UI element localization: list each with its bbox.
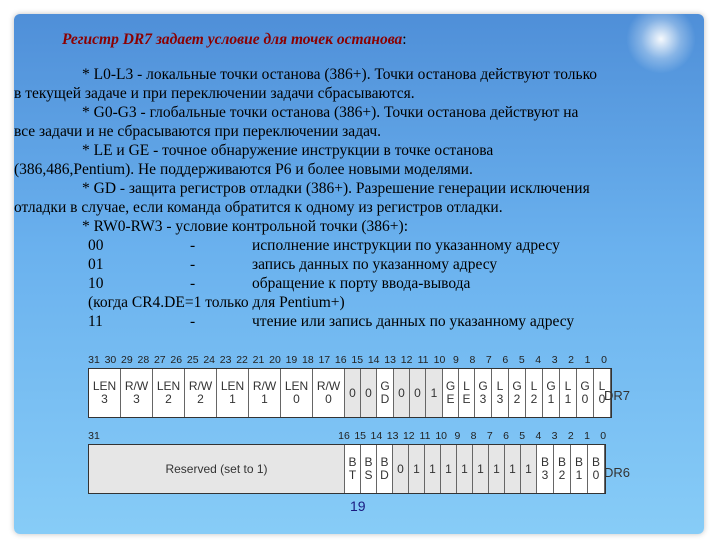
dr7-bit-number: 29 — [121, 354, 133, 366]
dr7-bit-number: 25 — [186, 354, 199, 366]
paragraph-first-line: * RW0-RW3 - условие контрольной точки (386+): — [82, 218, 409, 235]
dr7-field: G 3 — [475, 369, 492, 417]
dr7-field: L 2 — [526, 369, 543, 417]
dr6-bit-number: 5 — [519, 430, 526, 442]
dr7-fields — [88, 368, 612, 418]
dr7-bit-number: 28 — [137, 354, 150, 366]
rw-note: (когда CR4.DE=1 только для Pentium+) — [88, 294, 345, 311]
paragraph-rw — [14, 217, 692, 236]
dr6-field: B 2 — [554, 445, 571, 493]
dr7-bit-number: 15 — [351, 354, 364, 366]
dr6-bit-number: 6 — [503, 430, 509, 442]
dr6-bit-number: 9 — [454, 430, 461, 442]
dr7-bit-number: 22 — [236, 354, 248, 366]
rw-code: 11 — [88, 313, 103, 330]
rw-code: 10 — [88, 275, 104, 292]
dr6-label: DR6 — [604, 465, 631, 480]
dr6-register — [88, 430, 607, 494]
dr6-bit-number: 16 — [338, 430, 350, 442]
dr6-field: 1 — [505, 445, 521, 493]
dr6-field: 1 — [521, 445, 537, 493]
dr6-field: 0 — [393, 445, 409, 493]
dr6-field: B 1 — [571, 445, 588, 493]
dr7-bit-number: 24 — [203, 354, 215, 366]
rw-item — [14, 312, 692, 331]
dr7-field: L 0 — [594, 369, 611, 417]
rw-desc: запись данных по указанному адресу — [252, 256, 498, 273]
dr7-field: L E — [459, 369, 475, 417]
dr7-register — [88, 354, 607, 418]
dr6-bit-number: 4 — [535, 430, 542, 442]
dr6-bit-number: 2 — [567, 430, 574, 442]
dr7-field: 0 — [394, 369, 410, 417]
dr7-bit-number: 17 — [318, 354, 331, 366]
dr7-field: R/W 2 — [185, 369, 217, 417]
rw-dash: - — [190, 275, 196, 292]
dr7-field: G D — [377, 369, 394, 417]
dr6-field: 1 — [409, 445, 425, 493]
dr6-bit-number: 7 — [486, 430, 493, 442]
dr7-bit-number: 6 — [502, 354, 509, 366]
dr6-field: B S — [361, 445, 377, 493]
dr7-bit-number: 20 — [269, 354, 281, 366]
rw-item — [14, 236, 692, 255]
dr7-bit-number: 4 — [535, 354, 542, 366]
dr7-field: 0 — [361, 369, 377, 417]
rw-dash: - — [190, 237, 196, 254]
dr6-bit-number: 31 — [88, 430, 100, 442]
dr6-field: B 3 — [537, 445, 554, 493]
dr7-bit-number: 8 — [469, 354, 476, 366]
dr7-field: G 0 — [577, 369, 594, 417]
dr7-field: LEN 2 — [153, 369, 185, 417]
dr7-bit-number: 14 — [367, 354, 380, 366]
paragraph-rest: все задачи и не сбрасываются при переключении задач. — [14, 123, 382, 140]
dr7-bit-number: 7 — [485, 354, 492, 366]
dr6-bit-number: 3 — [551, 430, 558, 442]
dr6-bit-number: 15 — [354, 430, 367, 442]
dr7-bit-number: 18 — [302, 354, 314, 366]
dr6-bit-number: 11 — [419, 430, 431, 442]
rw-code: 01 — [88, 256, 104, 273]
paragraph-first-line: * GD - защита регистров отладки (386+). Разрешение генерации исключения — [82, 180, 590, 197]
dr7-field: G 2 — [509, 369, 526, 417]
paragraph-l0-l3 — [14, 65, 692, 103]
rw-dash: - — [190, 256, 196, 273]
slide-title — [14, 30, 692, 49]
dr7-bit-number: 23 — [219, 354, 232, 366]
dr7-bit-number: 10 — [433, 354, 446, 366]
title-strong: Регистр DR7 задает условие для точек останова — [62, 31, 403, 48]
dr7-bit-number: 5 — [518, 354, 525, 366]
dr7-field: LEN 3 — [89, 369, 121, 417]
dr7-label: DR7 — [604, 388, 631, 403]
dr7-field: L 1 — [560, 369, 577, 417]
rw-desc: обращение к порту ввода-вывода — [252, 275, 471, 292]
paragraph-rest: отладки в случае, если команда обратится к одному из регистров отладки. — [14, 199, 503, 216]
title-colon: : — [402, 31, 407, 48]
rw-desc: исполнение инструкции по указанному адресу — [252, 237, 560, 254]
dr6-bit-number: 0 — [600, 430, 607, 442]
dr6-bit-number: 10 — [435, 430, 448, 442]
dr7-bit-number: 21 — [252, 354, 265, 366]
dr7-bit-number: 3 — [551, 354, 558, 366]
slide-text — [14, 30, 692, 331]
dr6-bit-number: 12 — [402, 430, 415, 442]
dr7-field: 0 — [410, 369, 426, 417]
dr7-field: LEN 0 — [281, 369, 313, 417]
dr6-bit-number: 13 — [386, 430, 399, 442]
dr6-fields — [88, 444, 606, 494]
rw-desc: чтение или запись данных по указанному адресу — [252, 313, 575, 330]
dr7-bit-numbers — [88, 354, 607, 368]
rw-dash: - — [190, 313, 196, 330]
rw-code: 00 — [88, 237, 104, 254]
dr6-field: 1 — [489, 445, 505, 493]
dr6-field: 1 — [457, 445, 473, 493]
dr7-bit-number: 13 — [384, 354, 396, 366]
dr7-field: 1 — [426, 369, 443, 417]
dr6-bit-number: 1 — [584, 430, 590, 442]
paragraph-gd — [14, 179, 692, 217]
dr7-bit-number: 26 — [170, 354, 183, 366]
dr7-field: R/W 0 — [313, 369, 345, 417]
dr6-field: B D — [377, 445, 393, 493]
dr7-bit-number: 11 — [417, 354, 429, 366]
dr6-field: B T — [345, 445, 361, 493]
dr7-bit-number: 0 — [601, 354, 607, 366]
dr7-bit-number: 19 — [285, 354, 298, 366]
dr6-bit-numbers — [88, 430, 607, 444]
dr6-field: 1 — [441, 445, 457, 493]
dr6-field: 1 — [425, 445, 441, 493]
page-number: 19 — [350, 498, 366, 514]
dr7-field: G E — [443, 369, 459, 417]
dr7-bit-number: 27 — [153, 354, 166, 366]
dr7-bit-number: 9 — [453, 354, 459, 366]
dr6-field: Reserved (set to 1) — [89, 445, 345, 493]
dr6-field: B 0 — [588, 445, 605, 493]
paragraph-first-line: * L0-L3 - локальные точки останова (386+). Точки останова действуют только — [82, 66, 598, 83]
paragraph-rest: в текущей задаче и при переключении задачи сбрасываются. — [14, 85, 415, 102]
dr6-bit-number: 14 — [370, 430, 383, 442]
dr7-bit-number: 16 — [334, 354, 347, 366]
paragraph-le-ge — [14, 141, 692, 179]
dr7-field: LEN 1 — [217, 369, 249, 417]
dr7-bit-number: 2 — [568, 354, 575, 366]
dr7-field: G 1 — [543, 369, 560, 417]
dr7-bit-number: 31 — [88, 354, 100, 366]
paragraph-first-line: * G0-G3 - глобальные точки останова (386+). Точки останова действуют на — [82, 104, 579, 121]
paragraph-g0-g3 — [14, 103, 692, 141]
dr7-bit-number: 12 — [400, 354, 413, 366]
dr7-bit-number: 30 — [104, 354, 117, 366]
dr7-field: R/W 3 — [121, 369, 153, 417]
paragraph-rest: (386,486,Pentium). Не поддерживаются P6 и более новыми моделями. — [14, 161, 473, 178]
dr7-field: L 3 — [492, 369, 509, 417]
dr7-field: R/W 1 — [249, 369, 281, 417]
dr7-bit-number: 1 — [584, 354, 591, 366]
rw-item — [14, 274, 692, 293]
dr6-field: 1 — [473, 445, 489, 493]
dr6-bit-number: 8 — [470, 430, 477, 442]
dr7-field: 0 — [345, 369, 361, 417]
paragraph-first-line: * LE и GE - точное обнаружение инструкции в точке останова — [82, 142, 494, 159]
rw-item — [14, 255, 692, 274]
